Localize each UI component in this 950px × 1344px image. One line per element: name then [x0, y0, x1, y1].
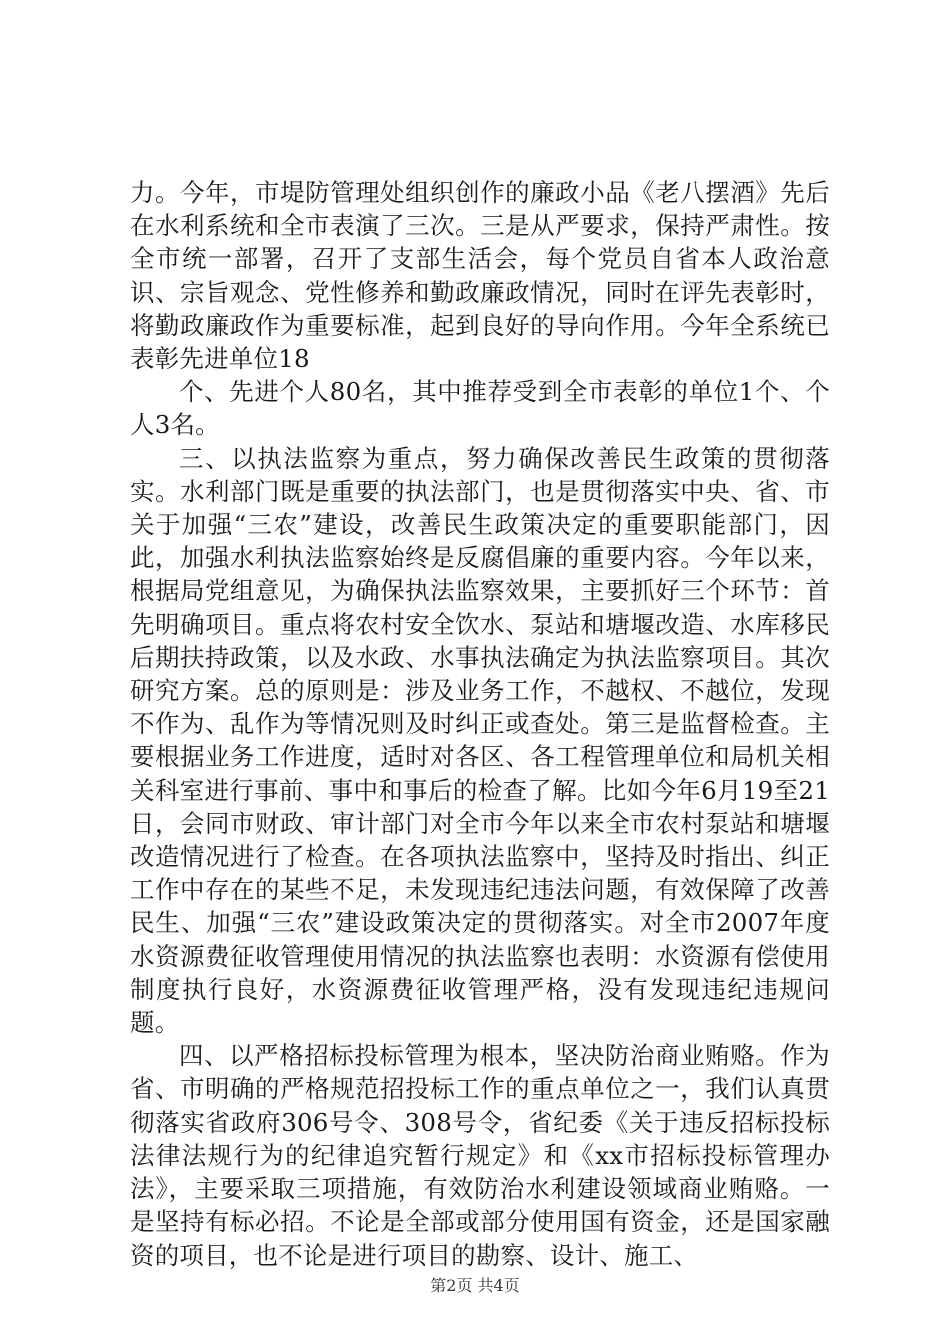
document-body: [130, 176, 830, 1272]
page-footer: [0, 1276, 950, 1296]
paragraph-2: 个、先进个人80名，其中推荐受到全市表彰的单位1个、个人3名。: [130, 377, 830, 440]
paragraph-1: 力。今年，市堤防管理处组织创作的廉政小品《老八摆酒》先后在水利系统和全市表演了三次。三是从严要求，保持严肃性。按全市统一部署，召开了支部生活会，每个党员自省本人政治意识、宗旨观念、党性修养和勤政廉政情况，同时在评先表彰时，将勤政廉政作为重要标准，起到良好的导向作用。今年全系统已表彰先进单位18: [130, 178, 830, 374]
paragraph-3: 三、以执法监察为重点，努力确保改善民生政策的贯彻落实。水利部门既是重要的执法部门，也是贯彻落实中央、省、市关于加强“三农”建设，改善民生政策决定的重要职能部门，因此，加强水利执法监察始终是反腐倡廉的重要内容。今年以来，根据局党组意见，为确保执法监察效果，主要抓好三个环节：首先明确项目。重点将农村安全饮水、泵站和塘堰改造、水库移民后期扶持政策，以及水政、水事执法确定为执法监察项目。其次研究方案。总的原则是：涉及业务工作，不越权、不越位，发现不作为、乱作为等情况则及时纠正或查处。第三是监督检查。主要根据业务工作进度，适时对各区、各工程管理单位和局机关相关科室进行事前、事中和事后的检查了解。比如今年6月19至21日，会同市财政、审计部门对全市今年以来全市农村泵站和塘堰改造情况进行了检查。在各项执法监察中，坚持及时指出、纠正工作中存在的某些不足，未发现违纪违法问题，有效保障了改善民生、加强“三农”建设政策决定的贯彻落实。对全市2007年度水资源费征收管理使用情况的执法监察也表明：水资源有偿使用制度执行良好，水资源费征收管理严格，没有发现违纪违规问题。: [130, 443, 830, 1038]
paragraph-4: 四、以严格招标投标管理为根本，坚决防治商业贿赂。作为省、市明确的严格规范招投标工作的重点单位之一，我们认真贯彻落实省政府306号令、308号令，省纪委《关于违反招标投标法律法规行为的纪律追究暂行规定》和《xx市招标投标管理办法》，主要采取三项措施，有效防治水利建设领域商业贿赂。一是坚持有标必招。不论是全部或部分使用国有资金，还是国家融资的项目，也不论是进行项目的勘察、设计、施工、: [130, 1041, 830, 1270]
page-number: 第2页 共4页: [430, 1276, 520, 1295]
